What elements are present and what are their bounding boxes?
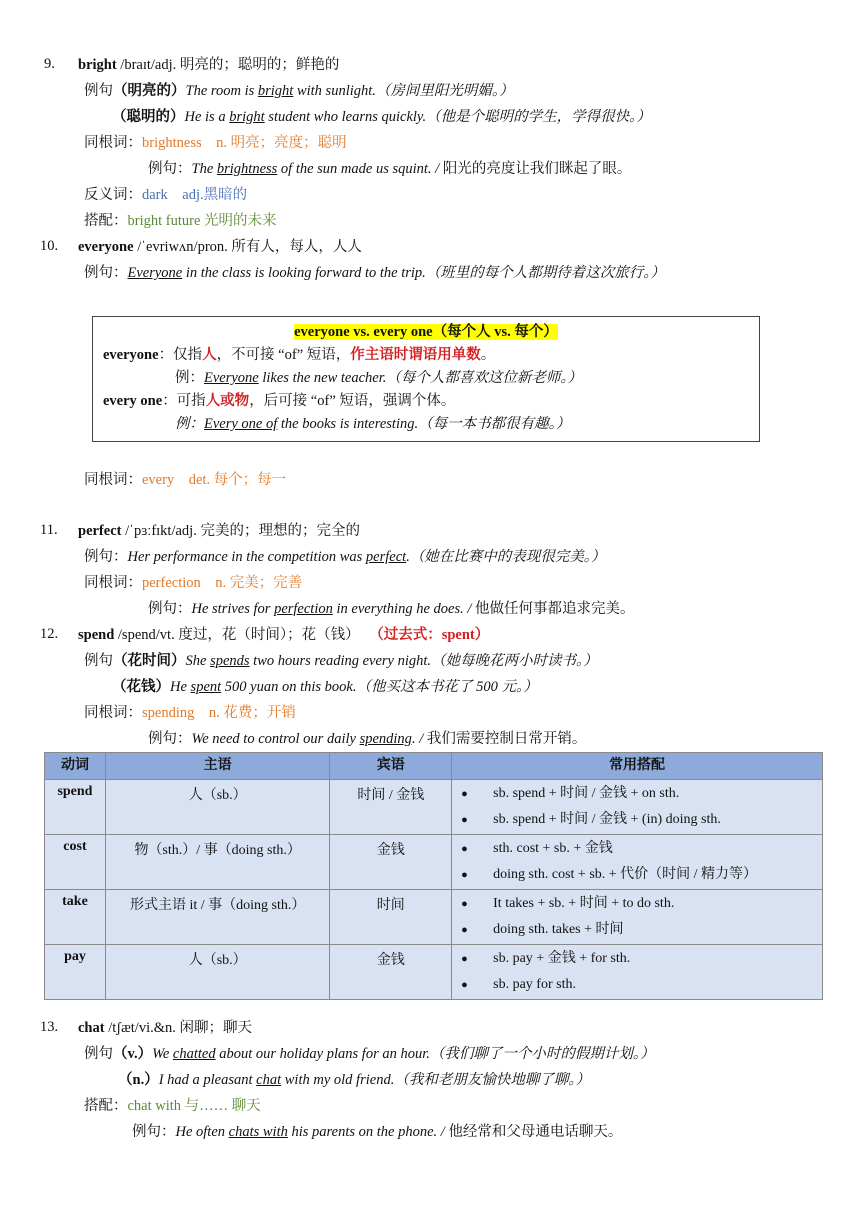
example-line bbox=[112, 678, 538, 696]
usage-item: ● doing sth. cost + sb. + 代价（时间 / 精力等） bbox=[453, 862, 821, 888]
example-text: She bbox=[185, 653, 211, 669]
headword: chat bbox=[78, 1020, 105, 1036]
highlight-text: 作主语时谓语用单数 bbox=[350, 347, 481, 363]
verb-cell: cost bbox=[45, 835, 106, 890]
example-label: 例： bbox=[175, 370, 204, 386]
example-text: his parents on the phone. / bbox=[287, 1124, 449, 1140]
verb-cell: take bbox=[45, 890, 106, 945]
example-label: 例句： bbox=[84, 265, 128, 281]
header-usage: 常用搭配 bbox=[452, 753, 823, 780]
phonetic-pos: /spend/vt. bbox=[117, 627, 175, 643]
cognate-word: spending n. 花费；开销 bbox=[142, 705, 296, 721]
table-row bbox=[45, 890, 823, 945]
example-text: He often bbox=[175, 1124, 229, 1140]
cognate-word: brightness n. 明亮；亮度；聪明 bbox=[142, 135, 347, 151]
collocation-text: bright future 光明的未来 bbox=[127, 213, 277, 229]
example-text: likes the new teacher. bbox=[258, 370, 387, 386]
entry-number: 10. bbox=[40, 238, 59, 254]
entry-number: 9. bbox=[44, 56, 55, 72]
example-text: student who learns quickly. bbox=[264, 109, 427, 125]
entry-headword-line bbox=[78, 238, 362, 256]
comparison-example bbox=[175, 415, 570, 433]
text: ，不可接 “of” 短语， bbox=[216, 347, 351, 363]
example-keyword: chatted bbox=[172, 1046, 216, 1062]
antonym-line bbox=[84, 186, 247, 204]
text: ：仅指 bbox=[158, 347, 203, 363]
example-keyword: bright bbox=[257, 83, 294, 99]
cognate-label: 同根词： bbox=[84, 472, 142, 488]
example-text: He bbox=[170, 679, 191, 695]
example-keyword: brightness bbox=[216, 161, 278, 177]
entry-number: 11. bbox=[40, 522, 58, 538]
table-header-row bbox=[45, 753, 823, 780]
example-line bbox=[118, 1071, 590, 1089]
cognate-line bbox=[84, 574, 302, 592]
phonetic-pos: /tʃæt/vi.&n. bbox=[108, 1020, 176, 1036]
usage-cell bbox=[452, 780, 823, 835]
sense-label: （n.） bbox=[118, 1072, 159, 1088]
subject-cell: 物（sth.）/ 事（doing sth.） bbox=[105, 835, 330, 890]
antonym-word: dark adj.黑暗的 bbox=[142, 187, 248, 203]
example-line bbox=[84, 82, 514, 100]
example-text: with sunlight. bbox=[293, 83, 376, 99]
meaning: 明亮的；聪明的；鲜艳的 bbox=[179, 57, 340, 73]
phonetic-pos: /ˈpɜːfɪkt/adj. bbox=[125, 523, 197, 539]
example-text: Her performance in the competition was bbox=[127, 549, 366, 565]
example-line bbox=[112, 108, 651, 126]
highlight-text: 人或物 bbox=[205, 393, 250, 409]
subject-cell: 形式主语 it / 事（doing sth.） bbox=[105, 890, 330, 945]
object-cell: 时间 / 金钱 bbox=[330, 780, 452, 835]
entry-headword-line bbox=[78, 522, 360, 540]
collocation-label: 搭配： bbox=[84, 213, 128, 229]
meaning: 所有人，每人，人人 bbox=[231, 239, 362, 255]
subject-cell: 人（sb.） bbox=[105, 780, 330, 835]
collocation-label: 搭配： bbox=[84, 1098, 128, 1114]
example-text: The bbox=[191, 161, 217, 177]
usage-item: ● sb. pay + 金钱 + for sth. bbox=[453, 946, 821, 972]
header-verb: 动词 bbox=[45, 753, 106, 780]
example-translation: （他买这本书花了 500 元。） bbox=[356, 679, 538, 695]
example-translation: 阳光的亮度让我们眯起了眼。 bbox=[442, 161, 632, 177]
comparison-line bbox=[103, 392, 455, 410]
meaning: 完美的；理想的；完全的 bbox=[200, 523, 360, 539]
example-text: about our holiday plans for an hour. bbox=[215, 1046, 430, 1062]
subject-cell: 人（sb.） bbox=[105, 945, 330, 1000]
headword: bright bbox=[78, 57, 117, 73]
example-label: 例句： bbox=[148, 161, 192, 177]
object-cell: 金钱 bbox=[330, 835, 452, 890]
table-row bbox=[45, 945, 823, 1000]
usage-item: ● It takes + sb. + 时间 + to do sth. bbox=[453, 891, 821, 917]
example-keyword: Every one of bbox=[204, 416, 278, 432]
example-translation: （她每晚花两小时读书。） bbox=[431, 653, 598, 669]
cognate-line bbox=[84, 134, 347, 152]
example-translation: （他是个聪明的学生，学得很快。） bbox=[426, 109, 651, 125]
term: everyone bbox=[103, 347, 159, 363]
cognate-label: 同根词： bbox=[84, 135, 142, 151]
example-line bbox=[84, 548, 606, 566]
header-subject: 主语 bbox=[105, 753, 330, 780]
example-keyword: spending bbox=[359, 731, 412, 747]
comparison-title-row bbox=[93, 323, 759, 341]
example-text: . / bbox=[411, 731, 427, 747]
example-text: in the class is looking forward to the trip. bbox=[182, 265, 426, 281]
header-object: 宾语 bbox=[330, 753, 452, 780]
collocation-example-line bbox=[132, 1123, 622, 1141]
usage-cell bbox=[452, 945, 823, 1000]
example-translation: （每一本书都很有趣。） bbox=[418, 416, 571, 432]
cognate-word: every det. 每个；每一 bbox=[142, 472, 287, 488]
comparison-title: everyone vs. every one（每个人 vs. 每个） bbox=[294, 324, 558, 340]
example-label: 例句 bbox=[84, 653, 113, 669]
meaning: 度过，花（时间）；花（钱） bbox=[178, 627, 360, 643]
usage-item: ● sth. cost + sb. + 金钱 bbox=[453, 836, 821, 862]
cognate-example-line bbox=[148, 160, 631, 178]
cognate-label: 同根词： bbox=[84, 575, 142, 591]
example-text: We bbox=[152, 1046, 173, 1062]
example-keyword: chats with bbox=[228, 1124, 288, 1140]
example-text: two hours reading every night. bbox=[249, 653, 432, 669]
example-translation: （班里的每个人都期待着这次旅行。） bbox=[425, 265, 666, 281]
comparison-box bbox=[92, 316, 760, 442]
sense-label: （明亮的） bbox=[113, 83, 186, 99]
headword: spend bbox=[78, 627, 115, 643]
text: ，后可接 “of” 短语，强调个体。 bbox=[249, 393, 456, 409]
example-label: 例句 bbox=[84, 1046, 113, 1062]
usage-cell bbox=[452, 890, 823, 945]
antonym-label: 反义词： bbox=[84, 187, 142, 203]
example-text: I had a pleasant bbox=[158, 1072, 257, 1088]
term: every one bbox=[103, 393, 163, 409]
example-text: . bbox=[406, 549, 410, 565]
example-line bbox=[84, 1045, 655, 1063]
verb-cell: pay bbox=[45, 945, 106, 1000]
example-line bbox=[84, 264, 665, 282]
example-keyword: perfection bbox=[274, 601, 333, 617]
headword: perfect bbox=[78, 523, 122, 539]
usage-item: ● sb. pay for sth. bbox=[453, 972, 821, 998]
example-label: 例句： bbox=[84, 549, 128, 565]
past-tense-note: （过去式：spent） bbox=[369, 627, 490, 643]
example-keyword: spends bbox=[210, 653, 250, 669]
cognate-line bbox=[84, 471, 286, 489]
text: ：可指 bbox=[162, 393, 206, 409]
example-translation: 我们需要控制日常开销。 bbox=[426, 731, 587, 747]
example-label: 例句： bbox=[132, 1124, 176, 1140]
comparison-line bbox=[103, 346, 495, 364]
collocation-text: chat with 与…… 聊天 bbox=[127, 1098, 261, 1114]
meaning: 闲聊；聊天 bbox=[179, 1020, 253, 1036]
example-keyword: perfect bbox=[365, 549, 407, 565]
example-keyword: spent bbox=[190, 679, 222, 695]
comparison-example bbox=[175, 369, 582, 387]
sense-label: （花钱） bbox=[112, 679, 170, 695]
collocation-line bbox=[84, 1097, 261, 1115]
example-keyword: chat bbox=[256, 1072, 282, 1088]
example-text: He is a bbox=[184, 109, 230, 125]
example-keyword: Everyone bbox=[127, 265, 183, 281]
example-translation: （房间里阳光明媚。） bbox=[375, 83, 514, 99]
example-translation: 他经常和父母通电话聊天。 bbox=[448, 1124, 623, 1140]
example-text: in everything he does. / bbox=[332, 601, 475, 617]
table-row bbox=[45, 780, 823, 835]
example-text: of the sun made us squint. / bbox=[277, 161, 443, 177]
entry-number: 13. bbox=[40, 1019, 59, 1035]
collocation-line bbox=[84, 212, 277, 230]
headword: everyone bbox=[78, 239, 134, 255]
usage-cell bbox=[452, 835, 823, 890]
example-label: 例句： bbox=[148, 731, 192, 747]
example-text: The room is bbox=[185, 83, 258, 99]
usage-item: ● doing sth. takes + 时间 bbox=[453, 917, 821, 943]
entry-headword-line bbox=[78, 626, 489, 644]
example-text: the books is interesting. bbox=[277, 416, 419, 432]
sense-label: （花时间） bbox=[113, 653, 186, 669]
object-cell: 时间 bbox=[330, 890, 452, 945]
example-label: 例： bbox=[175, 416, 204, 432]
entry-number: 12. bbox=[40, 626, 59, 642]
example-translation: （我们聊了一个小时的假期计划。） bbox=[429, 1046, 655, 1062]
cognate-word: perfection n. 完美；完善 bbox=[142, 575, 303, 591]
usage-item: ● sb. spend + 时间 / 金钱 + on sth. bbox=[453, 781, 821, 807]
example-text: with my old friend. bbox=[281, 1072, 395, 1088]
cognate-line bbox=[84, 704, 296, 722]
example-text: 500 yuan on this book. bbox=[221, 679, 357, 695]
object-cell: 金钱 bbox=[330, 945, 452, 1000]
example-translation: （我和老朋友愉快地聊了聊。） bbox=[394, 1072, 591, 1088]
sense-label: （聪明的） bbox=[112, 109, 185, 125]
cognate-label: 同根词： bbox=[84, 705, 142, 721]
example-translation: （每个人都喜欢这位新老师。） bbox=[386, 370, 583, 386]
text: 。 bbox=[480, 347, 496, 363]
example-line bbox=[84, 652, 598, 670]
verb-cell: spend bbox=[45, 780, 106, 835]
entry-headword-line bbox=[78, 56, 339, 74]
example-text: He strives for bbox=[191, 601, 275, 617]
example-translation: （她在比赛中的表现很完美。） bbox=[409, 549, 606, 565]
phonetic-pos: /ˈevriwʌn/pron. bbox=[137, 239, 228, 255]
example-translation: 他做任何事都追求完美。 bbox=[475, 601, 635, 617]
cognate-example-line bbox=[148, 600, 635, 618]
example-label: 例句 bbox=[84, 83, 113, 99]
example-keyword: bright bbox=[229, 109, 265, 125]
example-keyword: Everyone bbox=[204, 370, 259, 386]
verb-usage-table bbox=[44, 752, 823, 1000]
table-row bbox=[45, 835, 823, 890]
cognate-example-line bbox=[148, 730, 586, 748]
entry-headword-line bbox=[78, 1019, 252, 1037]
phonetic-pos: /braɪt/adj. bbox=[120, 57, 177, 73]
highlight-text: 人 bbox=[202, 347, 217, 363]
sense-label: （v.） bbox=[113, 1046, 153, 1062]
example-label: 例句： bbox=[148, 601, 192, 617]
example-text: We need to control our daily bbox=[191, 731, 360, 747]
usage-item: ● sb. spend + 时间 / 金钱 + (in) doing sth. bbox=[453, 807, 821, 833]
